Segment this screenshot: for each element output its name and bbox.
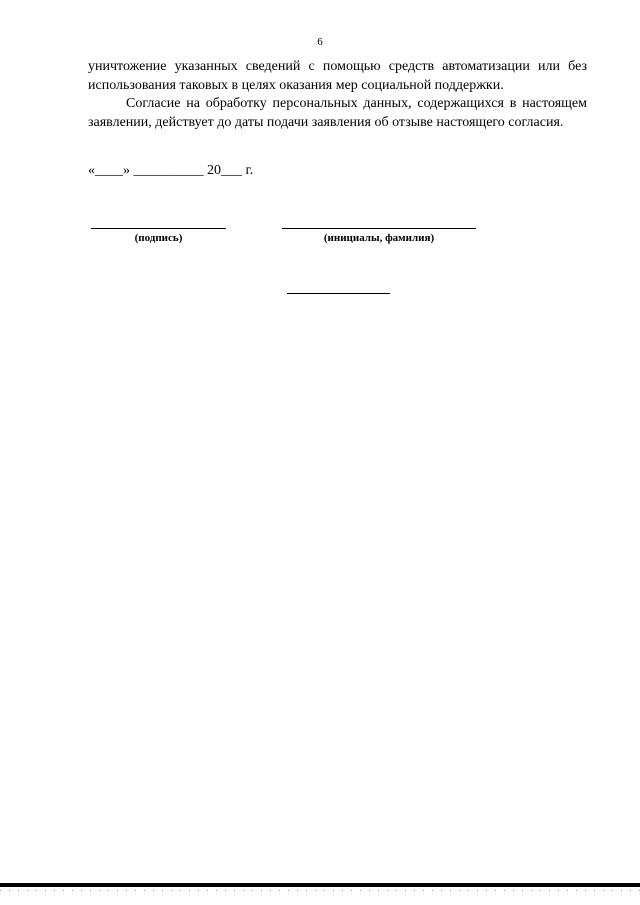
bottom-border bbox=[0, 883, 640, 887]
signature-line bbox=[91, 228, 226, 229]
signature-caption: (подпись) bbox=[134, 232, 183, 244]
paragraph-continuation: уничтожение указанных сведений с помощью средств автоматизации или без использования таковых в целях оказания мер социальной поддержки. bbox=[88, 59, 587, 93]
page-number: 6 bbox=[317, 36, 323, 48]
end-of-document-rule bbox=[287, 293, 390, 294]
name-line bbox=[282, 228, 476, 229]
bottom-scan-dots bbox=[0, 890, 640, 891]
name-caption: (инициалы, фамилия) bbox=[323, 232, 435, 244]
date-line: «____» __________ 20___ г. bbox=[88, 163, 254, 178]
paragraph-consent-validity: Согласие на обработку персональных данных, содержащихся в настоящем заявлении, действует до даты подачи заявления об отзыве настоящего согласия. bbox=[88, 96, 587, 130]
